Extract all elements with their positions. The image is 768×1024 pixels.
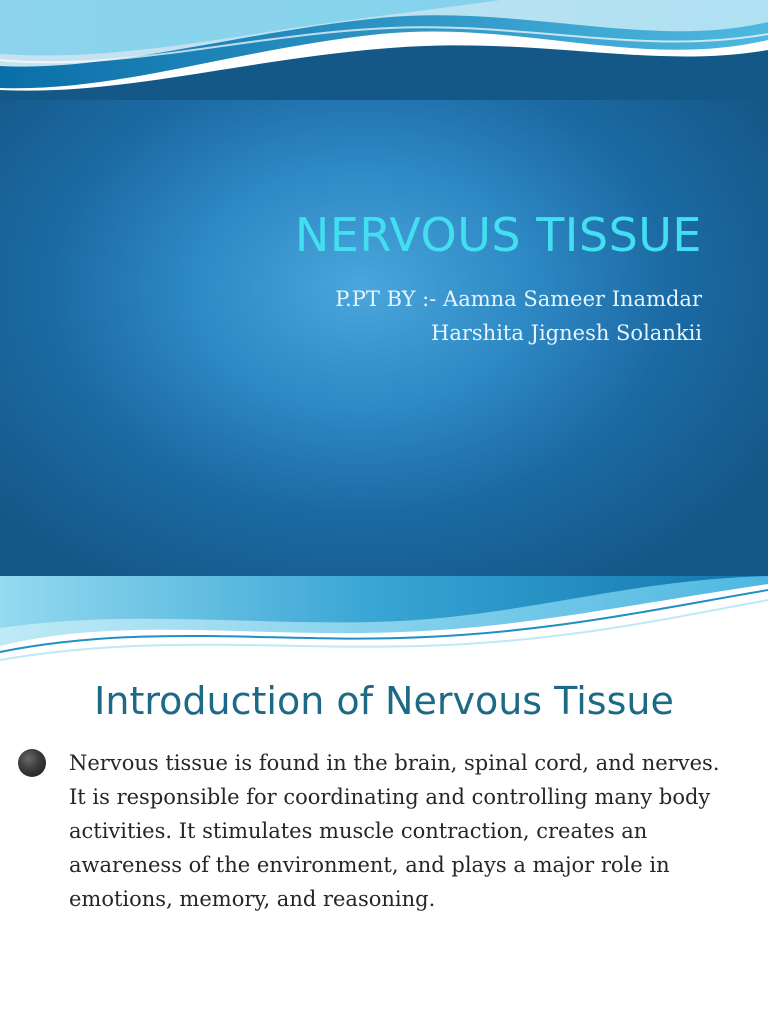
content-slide (0, 576, 768, 1024)
wave-decoration-header (0, 576, 768, 666)
bullet-list (18, 746, 734, 916)
bullet-circle-icon (18, 749, 46, 777)
bullet-item (18, 746, 734, 916)
slide-title: Introduction of Nervous Tissue (94, 679, 674, 723)
subtitle-line-authors-2: Harshita Jignesh Solankii (431, 321, 702, 345)
bullet-text: Nervous tissue is found in the brain, spinal cord, and nerves. It is responsible for coordinating and controlling many body activities. It stimulates muscle contraction, creates an awareness of the environment, and plays a major role in emotions, memory, and reasoning. (69, 751, 720, 911)
slide-title: NERVOUS TISSUE (294, 208, 702, 262)
slide-subtitle (335, 282, 702, 350)
wave-decoration-top (0, 0, 768, 100)
subtitle-line-authors-1: P.PT BY :- Aamna Sameer Inamdar (335, 287, 702, 311)
